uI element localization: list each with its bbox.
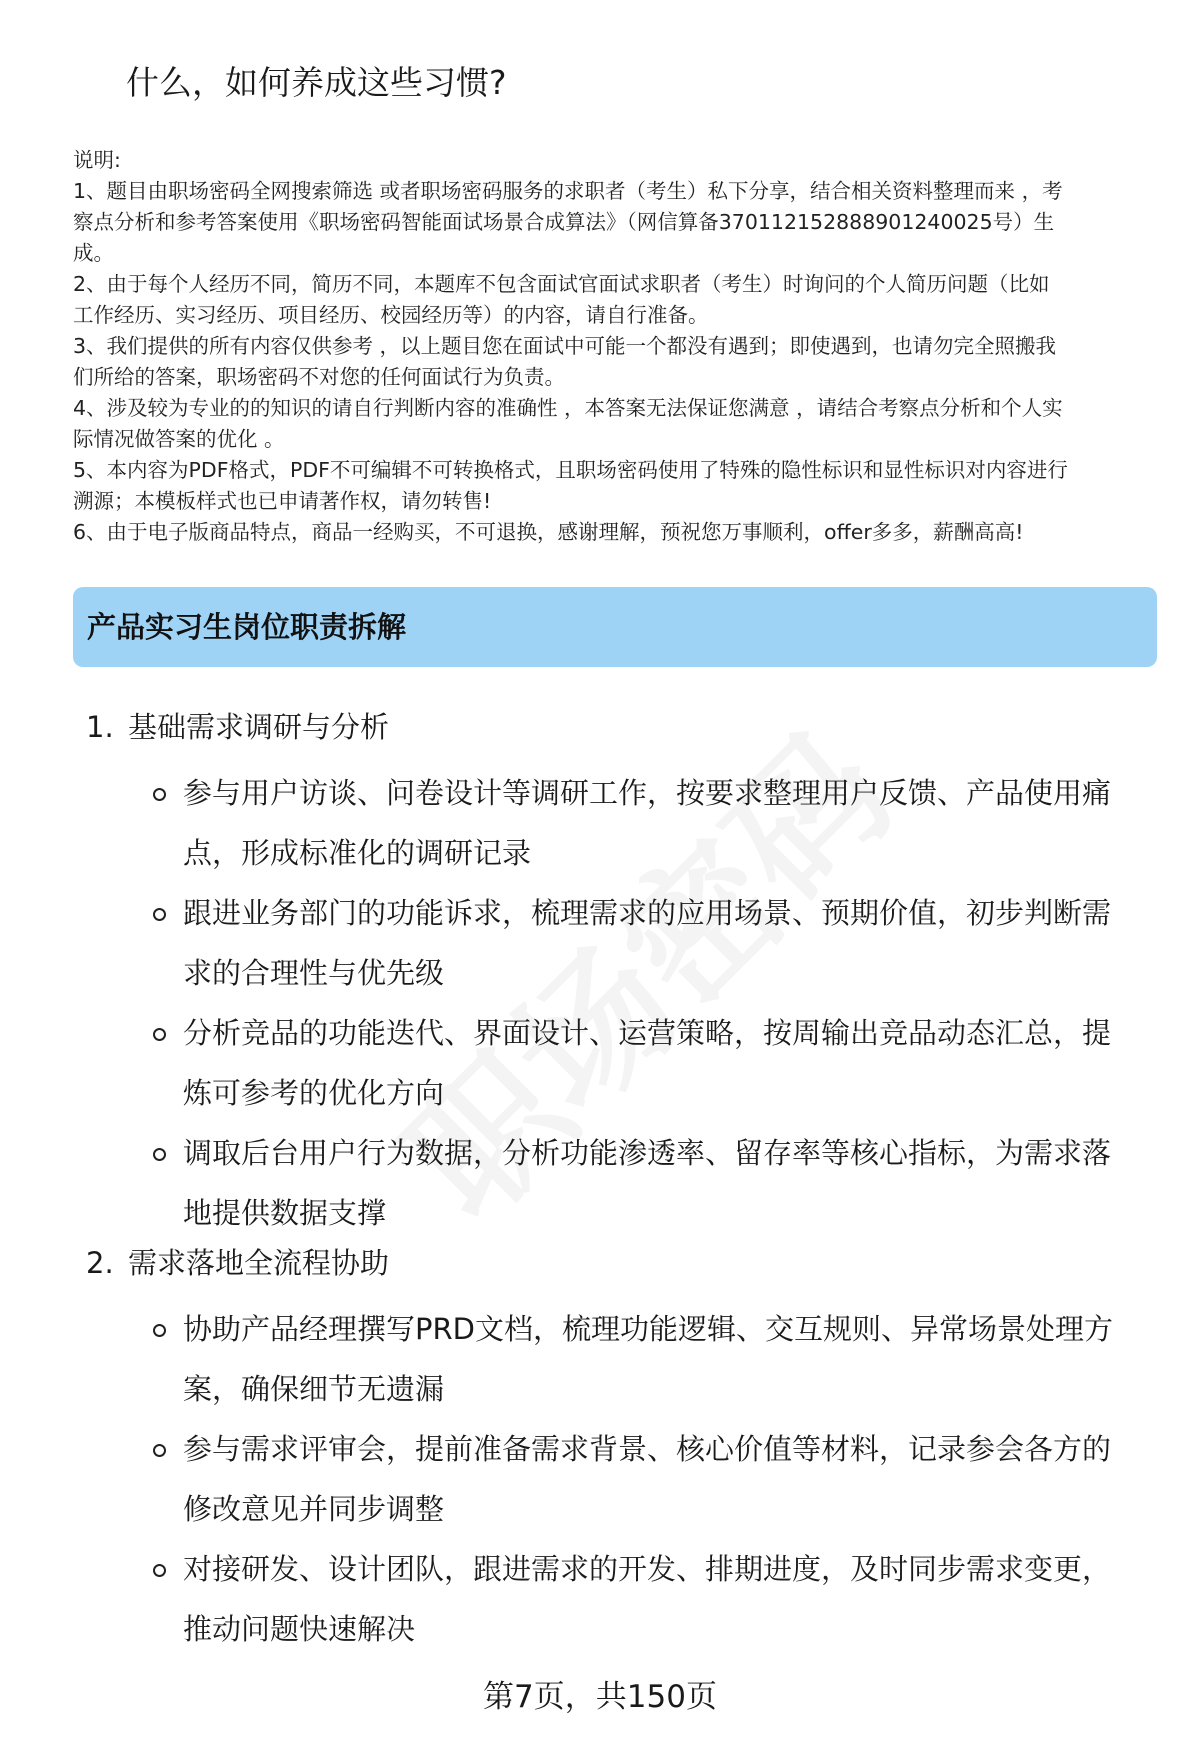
notes-line: 1、题目由职场密码全网搜索筛选 或者职场密码服务的求职者（考生）私下分享，结合相关资料整理而来 ，考 xyxy=(73,179,1063,203)
list-item-text: 参与需求评审会，提前准备需求背景、核心价值等材料，记录参会各方的 xyxy=(183,1432,1112,1466)
list-item-text: 分析竞品的功能迭代、界面设计、运营策略，按周输出竞品动态汇总，提 xyxy=(183,1016,1112,1050)
hollow-bullet-icon xyxy=(153,1324,166,1337)
section-title: 基础需求调研与分析 xyxy=(128,710,390,744)
section-number: 2. xyxy=(86,1246,114,1280)
hollow-bullet-icon xyxy=(153,1028,166,1041)
notes-line: 溯源；本模板样式也已申请著作权，请勿转售! xyxy=(73,489,492,513)
hollow-bullet-icon xyxy=(153,1564,166,1577)
hollow-bullet-icon xyxy=(153,908,166,921)
section-banner-title: 产品实习生岗位职责拆解 xyxy=(87,610,407,644)
notes-line: 们所给的答案，职场密码不对您的任何面试行为负责。 xyxy=(73,365,565,389)
notes-line: 际情况做答案的优化 。 xyxy=(73,427,285,451)
notes-heading: 说明: xyxy=(73,148,121,172)
list-item-text: 炼可参考的优化方向 xyxy=(183,1076,445,1110)
notes-line: 3、我们提供的所有内容仅供参考 ，以上题目您在面试中可能一个都没有遇到；即使遇到，也请勿完全照搬我 xyxy=(73,334,1057,358)
hollow-bullet-icon xyxy=(153,1444,166,1457)
section-number: 1. xyxy=(86,710,114,744)
notes-line: 6、由于电子版商品特点，商品一经购买，不可退换，感谢理解，预祝您万事顺利，offer多多，薪酬高高! xyxy=(73,520,1024,544)
notes-line: 察点分析和参考答案使用《职场密码智能面试场景合成算法》（网信算备370112152888901240025号）生 xyxy=(73,210,1055,234)
page-number: 第7页，共150页 xyxy=(483,1679,717,1715)
list-item-text: 调取后台用户行为数据，分析功能渗透率、留存率等核心指标，为需求落 xyxy=(183,1136,1112,1170)
notes-line: 4、涉及较为专业的的知识的请自行判断内容的准确性 ，本答案无法保证您满意 ，请结合考察点分析和个人实 xyxy=(73,396,1063,420)
hollow-bullet-icon xyxy=(153,788,166,801)
list-item-text: 协助产品经理撰写PRD文档，梳理功能逻辑、交互规则、异常场景处理方 xyxy=(183,1312,1113,1346)
list-item-text: 修改意见并同步调整 xyxy=(183,1492,445,1526)
disclaimer-notes xyxy=(73,145,1163,548)
hollow-bullet-icon xyxy=(153,1148,166,1161)
notes-line: 成。 xyxy=(73,241,114,265)
notes-line: 工作经历、实习经历、项目经历、校园经历等）的内容，请自行准备。 xyxy=(73,303,709,327)
list-item-text: 点，形成标准化的调研记录 xyxy=(183,836,532,870)
list-item-text: 求的合理性与优先级 xyxy=(183,956,445,990)
notes-line: 5、本内容为PDF格式，PDF不可编辑不可转换格式，且职场密码使用了特殊的隐性标识和显性标识对内容进行 xyxy=(73,458,1068,482)
list-item-text: 跟进业务部门的功能诉求，梳理需求的应用场景、预期价值，初步判断需 xyxy=(183,896,1112,930)
list-item-text: 对接研发、设计团队，跟进需求的开发、排期进度，及时同步需求变更， xyxy=(183,1552,1112,1586)
list-item-text: 参与用户访谈、问卷设计等调研工作，按要求整理用户反馈、产品使用痛 xyxy=(183,776,1112,810)
section-title: 需求落地全流程协助 xyxy=(128,1246,390,1280)
list-item-text: 案，确保细节无遗漏 xyxy=(183,1372,445,1406)
notes-line: 2、由于每个人经历不同，简历不同，本题库不包含面试官面试求职者（考生）时询问的个人简历问题（比如 xyxy=(73,272,1050,296)
list-item-text: 推动问题快速解决 xyxy=(183,1612,416,1646)
list-item-text: 地提供数据支撑 xyxy=(183,1196,387,1230)
section-banner xyxy=(73,587,1157,667)
question-title-continuation: 什么，如何养成这些习惯? xyxy=(126,63,507,102)
